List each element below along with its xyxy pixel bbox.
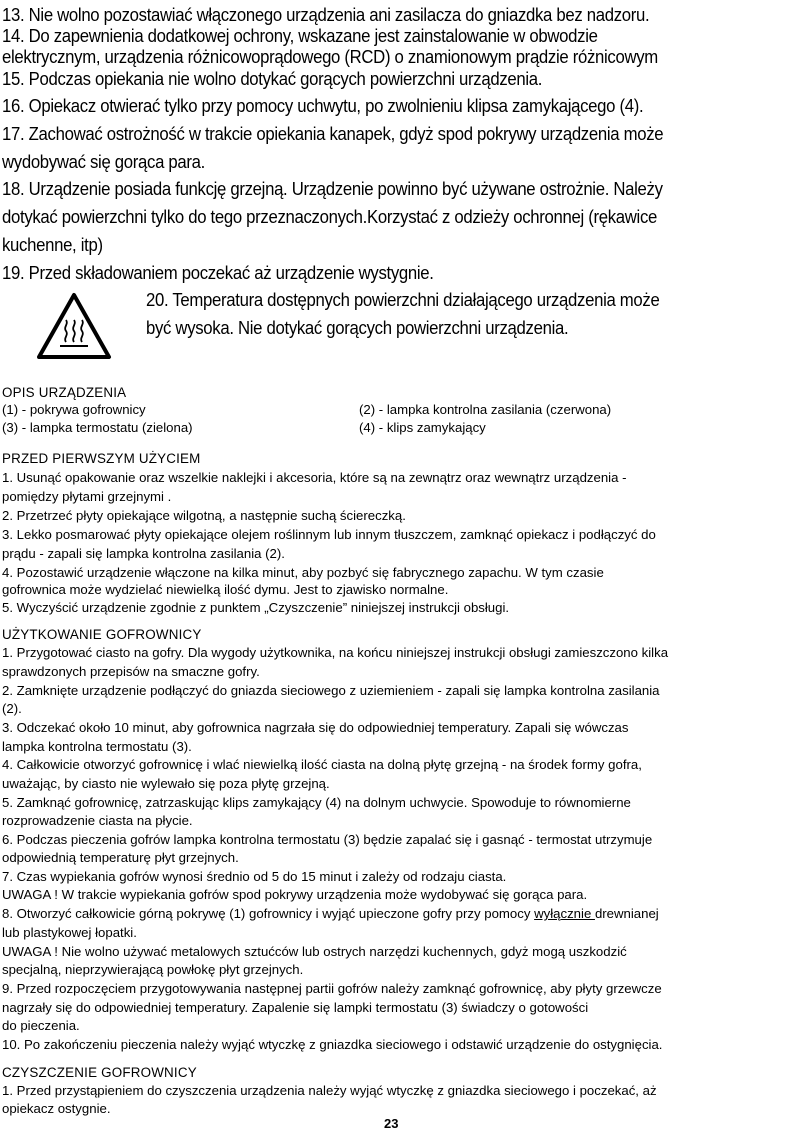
hot-surface-warning-icon xyxy=(36,292,112,360)
section-heading-uzytkowanie: UŻYTKOWANIE GOFROWNICY xyxy=(2,627,202,642)
use-step-5b: rozprowadzenie ciasta na płycie. xyxy=(2,813,193,828)
use-step-4b: uważając, by ciasto nie wylewało się poza płytę grzejną. xyxy=(2,776,330,791)
use-step-1a: 1. Przygotować ciasto na gofry. Dla wygody użytkownika, na końcu niniejszej instrukcji obsługi zamieszczono kilka xyxy=(2,645,669,660)
clean-step-1a: 1. Przed przystąpieniem do czyszczenia urządzenia należy wyjąć wtyczkę z gniazdka sieciowego i poczekać, aż xyxy=(2,1083,657,1098)
przed-step-3a: 3. Lekko posmarować płyty opiekające olejem roślinnym lub innym tłuszczem, zamknąć opiekacz i podłączyć do xyxy=(2,527,656,542)
section-heading-opis: OPIS URZĄDZENIA xyxy=(2,385,127,400)
przed-step-1b: pomiędzy płytami grzejnymi . xyxy=(2,489,172,504)
safety-item-20a: 20. Temperatura dostępnych powierzchni działającego urządzenia może xyxy=(146,289,660,310)
use-step-3a: 3. Odczekać około 10 minut, aby gofrownica nagrzała się do odpowiedniej temperatury. Zapali się wówczas xyxy=(2,720,629,735)
safety-item-16: 16. Opiekacz otwierać tylko przy pomocy uchwytu, po zwolnieniu klipsa zamykającego (4). xyxy=(2,95,644,116)
use-step-8a-text: 8. Otworzyć całkowicie górną pokrywę (1) gofrownicy i wyjąć upieczone gofry przy pomocy xyxy=(2,906,535,921)
safety-item-20b: być wysoka. Nie dotykać gorących powierzchni urządzenia. xyxy=(146,317,569,338)
przed-step-4b: gofrownica może wydzielać niewielką ilość dymu. Jest to zjawisko normalne. xyxy=(2,582,449,597)
use-step-5a: 5. Zamknąć gofrownicę, zatrzaskując klips zamykający (4) na dolnym uchwycie. Spowoduje to równomierne xyxy=(2,795,631,810)
page-number: 23 xyxy=(384,1116,399,1131)
safety-item-13: 13. Nie wolno pozostawiać włączonego urządzenia ani zasilacza do gniazdka bez nadzoru. xyxy=(2,4,650,25)
safety-item-15: 15. Podczas opiekania nie wolno dotykać gorących powierzchni urządzenia. xyxy=(2,68,543,89)
use-step-3b: lampka kontrolna termostatu (3). xyxy=(2,739,192,754)
safety-item-18c: kuchenne, itp) xyxy=(2,234,103,255)
use-warning-2a: UWAGA ! Nie wolno używać metalowych sztućców lub ostrych narzędzi kuchennych, gdyż mogą uszkodzić xyxy=(2,944,627,959)
part-2: (2) - lampka kontrolna zasilania (czerwona) xyxy=(359,402,612,417)
przed-step-4a: 4. Pozostawić urządzenie włączone na kilka minut, aby pozbyć się fabrycznego zapachu. W tym czasie xyxy=(2,565,604,580)
safety-item-18a: 18. Urządzenie posiada funkcję grzejną. Urządzenie powinno być używane ostrożnie. Należy xyxy=(2,178,663,199)
safety-item-17a: 17. Zachować ostrożność w trakcie opiekania kanapek, gdyż spod pokrywy urządzenia może xyxy=(2,123,664,144)
part-3: (3) - lampka termostatu (zielona) xyxy=(2,420,193,435)
use-step-8a-end: drewnianej xyxy=(594,906,659,921)
safety-item-19: 19. Przed składowaniem poczekać aż urządzenie wystygnie. xyxy=(2,262,434,283)
safety-item-17b: wydobywać się gorąca para. xyxy=(2,151,205,172)
use-step-2a: 2. Zamknięte urządzenie podłączyć do gniazda sieciowego z uziemieniem - zapali się lampka kontrolna zasilania xyxy=(2,683,660,698)
przed-step-3b: prądu - zapali się lampka kontrolna zasilania (2). xyxy=(2,546,285,561)
section-heading-przed: PRZED PIERWSZYM UŻYCIEM xyxy=(2,451,201,466)
przed-step-5: 5. Wyczyścić urządzenie zgodnie z punktem „Czyszczenie” niniejszej instrukcji obsługi. xyxy=(2,600,510,615)
use-step-9a: 9. Przed rozpoczęciem przygotowywania następnej partii gofrów należy zamknąć gofrownicę, aby płyty grzewcze xyxy=(2,981,662,996)
use-step-8a-underline: wyłącznie xyxy=(534,906,595,921)
part-1: (1) - pokrywa gofrownicy xyxy=(2,402,146,417)
use-step-2b: (2). xyxy=(2,701,22,716)
use-step-9b: nagrzały się do odpowiedniej temperatury. Zapalenie się lampki termostatu (3) świadczy o gotowości xyxy=(2,1000,589,1015)
use-step-8a xyxy=(2,907,659,920)
safety-item-18b: dotykać powierzchni tylko do tego przeznaczonych.Korzystać z odzieży ochronnej (rękawice xyxy=(2,206,658,227)
part-4: (4) - klips zamykający xyxy=(359,420,486,435)
safety-item-14a: 14. Do zapewnienia dodatkowej ochrony, wskazane jest zainstalowanie w obwodzie xyxy=(2,25,598,46)
use-step-1b: sprawdzonych przepisów na smaczne gofry. xyxy=(2,664,260,679)
use-step-10: 10. Po zakończeniu pieczenia należy wyjąć wtyczkę z gniazdka sieciowego i odstawić urządzenie do ostygnięcia. xyxy=(2,1037,663,1052)
safety-item-14b: elektrycznym, urządzenia różnicowoprądowego (RCD) o znamionowym prądzie różnicowym xyxy=(2,46,658,67)
use-warning-1: UWAGA ! W trakcie wypiekania gofrów spod pokrywy urządzenia może wydobywać się gorąca para. xyxy=(2,887,588,902)
use-step-6b: odpowiednią temperaturę płyt grzejnych. xyxy=(2,850,239,865)
use-warning-2b: specjalną, nieprzywierającą powłokę płyt grzejnych. xyxy=(2,962,304,977)
use-step-4a: 4. Całkowicie otworzyć gofrownicę i wlać niewielką ilość ciasta na dolną płytę grzejną - na środek formy gofra, xyxy=(2,757,642,772)
przed-step-2: 2. Przetrzeć płyty opiekające wilgotną, a następnie suchą ściereczką. xyxy=(2,508,406,523)
use-step-9c: do pieczenia. xyxy=(2,1018,80,1033)
use-step-8b: lub plastykowej łopatki. xyxy=(2,925,137,940)
use-step-7: 7. Czas wypiekania gofrów wynosi średnio od 5 do 15 minut i zależy od rodzaju ciasta. xyxy=(2,869,507,884)
section-heading-czyszczenie: CZYSZCZENIE GOFROWNICY xyxy=(2,1065,197,1080)
clean-step-1b: opiekacz ostygnie. xyxy=(2,1101,111,1116)
use-step-6a: 6. Podczas pieczenia gofrów lampka kontrolna termostatu (3) będzie zapalać się i gasnąć - termostat utrzymuje xyxy=(2,832,653,847)
przed-step-1a: 1. Usunąć opakowanie oraz wszelkie naklejki i akcesoria, które są na zewnątrz oraz wewnątrz urządzenia - xyxy=(2,470,627,485)
